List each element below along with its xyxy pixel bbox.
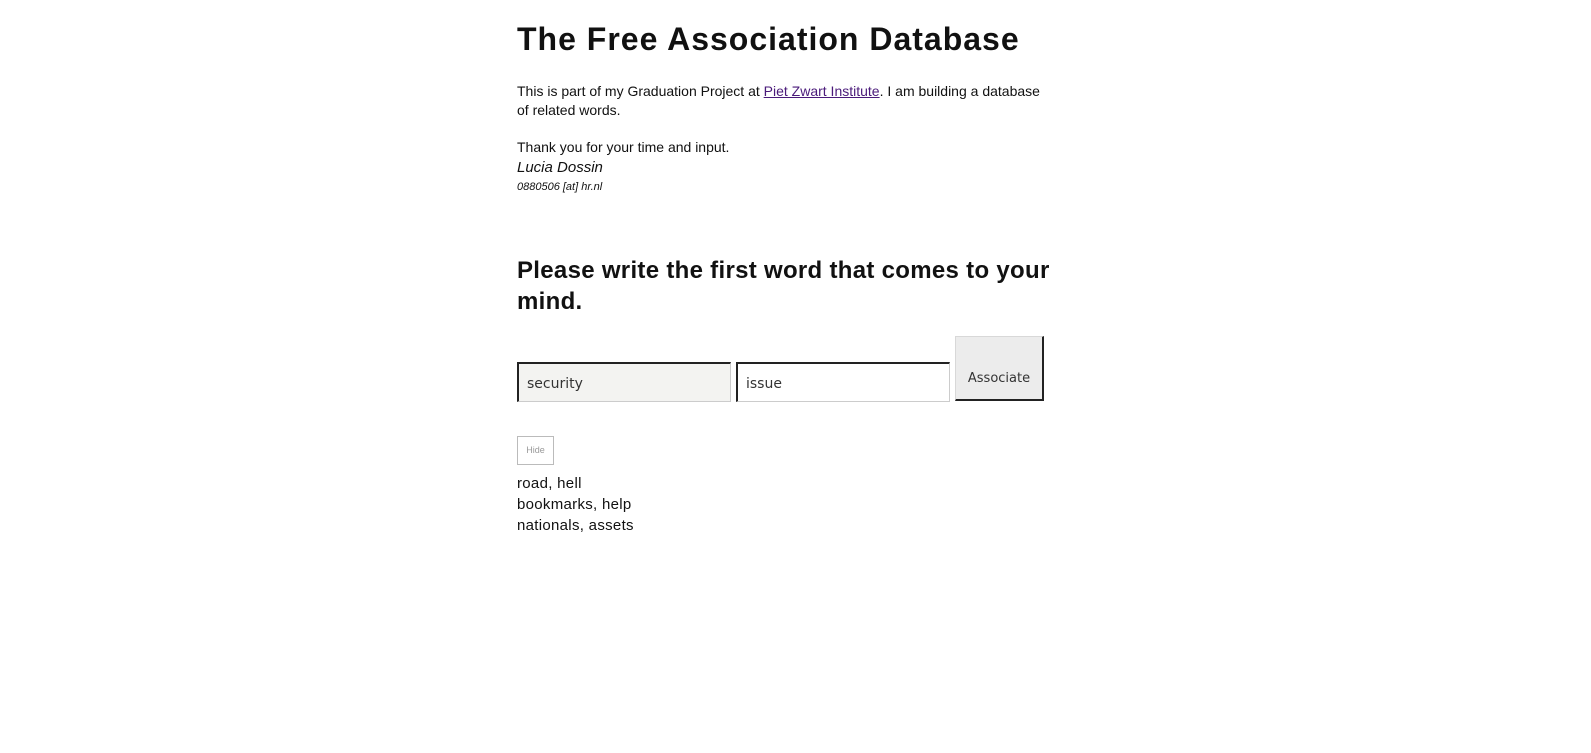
page-title: The Free Association Database bbox=[517, 21, 1020, 57]
list-item: bookmarks, help bbox=[517, 496, 632, 513]
author-email: 0880506 [at] hr.nl bbox=[517, 181, 603, 193]
second-word-input[interactable] bbox=[736, 362, 950, 402]
intro-text-after-link: . I am building a database of related words. bbox=[517, 83, 1040, 118]
association-form bbox=[517, 336, 1052, 403]
associate-button[interactable]: Associate bbox=[955, 336, 1044, 401]
page-container bbox=[517, 0, 1052, 536]
thanks-text: Thank you for your time and input. bbox=[517, 139, 730, 155]
hide-button[interactable]: Hide bbox=[517, 436, 554, 465]
list-item: nationals, assets bbox=[517, 517, 634, 534]
first-word-input[interactable] bbox=[517, 362, 731, 402]
word-prompt-heading: Please write the first word that comes to your mind. bbox=[517, 257, 1050, 315]
list-item: road, hell bbox=[517, 475, 582, 492]
intro-text-before-link: This is part of my Graduation Project at bbox=[517, 83, 764, 99]
association-list bbox=[517, 473, 1052, 536]
piet-zwart-institute-link[interactable]: Piet Zwart Institute bbox=[763, 83, 880, 99]
author-signature: Lucia Dossin bbox=[517, 159, 603, 176]
intro-paragraph bbox=[517, 82, 1052, 120]
